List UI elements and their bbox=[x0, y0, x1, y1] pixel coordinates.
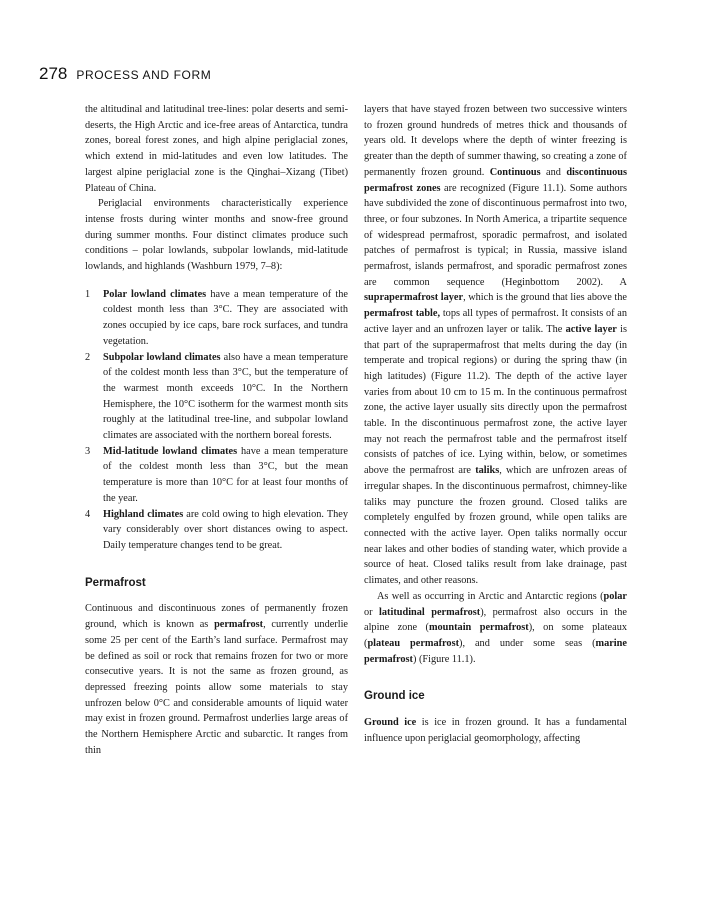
heading-permafrost: Permafrost bbox=[85, 576, 146, 589]
key-term: mountain permafrost bbox=[428, 622, 529, 634]
list-item bbox=[85, 444, 348, 507]
key-term: polar bbox=[603, 590, 627, 602]
list-text: have a mean temperature of the coldest month less than 3°C. They are associated with zones occupied by ice caps, bare rock surfaces, and tundra vegetation. bbox=[103, 288, 348, 347]
key-term: suprapermafrost layer bbox=[364, 292, 464, 304]
section-title: PROCESS AND FORM bbox=[76, 68, 212, 82]
text-run: As well as occurring in Arctic and Antarctic regions ( bbox=[377, 590, 604, 602]
paragraph bbox=[364, 715, 627, 746]
text-run: Continuous and discontinuous zones of permanently frozen ground, which is known as bbox=[85, 603, 348, 631]
paragraph: Periglacial environments characteristically experience intense frosts during winter months and snow-free ground during summer months. Four distinct climates produce such conditions – polar lowlands, subpolar lowlands, mid-latitude lowlands, and highlands (Washburn 1979, 7–8): bbox=[85, 198, 348, 273]
text-run: is that part of the suprapermafrost that melts during the day (in temperate and tropical regions) or during the spring thaw (in high latitudes) (Figure 11.2). The depth of the active layer varies from about 10 cm to 15 m. In the continuous permafrost zone, the active layer usually sits directly upon the permafrost table. In the discontinuous permafrost zone, the active layer may not reach the permafrost table and the permafrost itself consists of patches of ice. Lying within, below, or sometimes above the permafrost are bbox=[364, 323, 627, 477]
text-run: are recognized (Figure 11.1). Some authors have subdivided the zone of discontinuous permafrost into two, three, or four subzones. In North America, a tripartite sequence of widespread permafrost, sporadic permafrost, and isolated patches of permafrost is typical; in Russia, massive island permafrost, islands permafrost, and sporadic permafrost zones are common sequence (Heginbottom 2002). A bbox=[364, 182, 628, 288]
key-term: Continuous bbox=[489, 166, 541, 178]
text-run: ), and under some seas ( bbox=[459, 637, 596, 649]
list-item bbox=[85, 507, 348, 554]
list-text: also have a mean temperature of the coldest month less than 3°C, but the temperature of the warmest month exceeds 10°C. In the Northern Hemisphere, the 10°C isotherm for the warmest month sits roughly at the latitudinal tree-line, and subpolar lowland climates are associated with the northern boreal forests. bbox=[103, 351, 348, 442]
paragraph: the altitudinal and latitudinal tree-lines: polar deserts and semi-deserts, the High Arctic and ice-free areas of Antarctica, tundra zones, boreal forest zones, and high alpine periglacial zones, which extend in mid-latitudes and even low latitudes. The largest alpine periglacial zone is the Qinghai–Xizang (Tibet) Plateau of China. bbox=[85, 104, 348, 194]
text-run: or bbox=[364, 606, 380, 618]
page-number: 278 bbox=[39, 64, 68, 83]
key-term: permafrost table, bbox=[364, 308, 441, 320]
key-term: latitudinal permafrost bbox=[379, 606, 481, 618]
list-number: 3 bbox=[85, 445, 91, 457]
text-run: , which are unfrozen areas of irregular shapes. In the discontinuous permafrost, chimney-like taliks may puncture the frozen ground. Closed taliks are completely engulfed by frozen ground, while open taliks are connected with the active layer. Open taliks normally occur near lakes and other bodies of standing water, which provide a source of heat. Closed taliks result from lake drainage, past climates, and other reasons. bbox=[364, 465, 627, 587]
right-column bbox=[364, 102, 627, 746]
paragraph bbox=[364, 102, 627, 589]
text-run: ) (Figure 11.1). bbox=[413, 653, 476, 665]
list-text: have a mean temperature of the coldest month less than 3°C, but the mean temperature is more than 10°C for at least four months of the year. bbox=[103, 445, 348, 504]
paragraph bbox=[85, 601, 348, 758]
list-term: Mid-latitude lowland climates bbox=[103, 445, 238, 457]
text-run: is ice in frozen ground. It has a fundamental influence upon periglacial geomorphology, affecting bbox=[364, 717, 627, 744]
list-term: Polar lowland climates bbox=[103, 288, 207, 300]
climate-list bbox=[85, 287, 348, 554]
text-run: tops all types of permafrost. It consists of an active layer and an unfrozen layer or talik. The bbox=[364, 308, 628, 335]
list-term: Subpolar lowland climates bbox=[103, 351, 221, 363]
paragraph bbox=[364, 589, 627, 668]
text-run: ), permafrost also occurs in the alpine zone ( bbox=[364, 606, 628, 634]
text-run: ), on some plateaux ( bbox=[364, 622, 627, 649]
key-term: Ground ice bbox=[364, 717, 417, 729]
list-number: 1 bbox=[85, 288, 91, 300]
key-term: permafrost bbox=[214, 619, 264, 631]
list-item bbox=[85, 350, 348, 444]
list-item bbox=[85, 287, 348, 350]
text-run: and bbox=[540, 166, 567, 178]
heading-ground-ice: Ground ice bbox=[364, 690, 425, 703]
text-run: , which is the ground that lies above the bbox=[463, 292, 628, 304]
text-run: layers that have stayed frozen between two successive winters to frozen ground hundreds of metres thick and thousands of years old. It develops where the depth of winter freezing is greater than the depth of summer thawing, so creating a zone of permanently frozen ground. bbox=[364, 104, 627, 178]
key-term: discontinuous permafrost zones bbox=[364, 166, 627, 194]
key-term: active layer bbox=[565, 323, 617, 335]
key-term: plateau permafrost bbox=[367, 637, 460, 649]
key-term: taliks bbox=[475, 465, 500, 477]
list-number: 4 bbox=[85, 508, 91, 520]
running-head bbox=[39, 64, 211, 84]
left-column bbox=[85, 102, 348, 758]
list-term: Highland climates bbox=[103, 508, 184, 520]
list-text: are cold owing to high elevation. They vary considerably over short distances owing to aspect. Daily temperature changes tend to be great. bbox=[103, 508, 348, 551]
list-number: 2 bbox=[85, 351, 91, 363]
text-run: , currently underlie some 25 per cent of the Earth’s land surface. Permafrost may be defined as soil or rock that remains frozen for two or more consecutive years. It is not the same as frozen ground, as depressed freezing points allow some materials to stay unfrozen below 0°C and considerable amounts of liquid water may exist in frozen ground. Permafrost underlies large areas of the Northern Hemisphere Arctic and subarctic. It ranges from thin bbox=[85, 619, 349, 756]
key-term: marine permafrost bbox=[364, 637, 627, 665]
